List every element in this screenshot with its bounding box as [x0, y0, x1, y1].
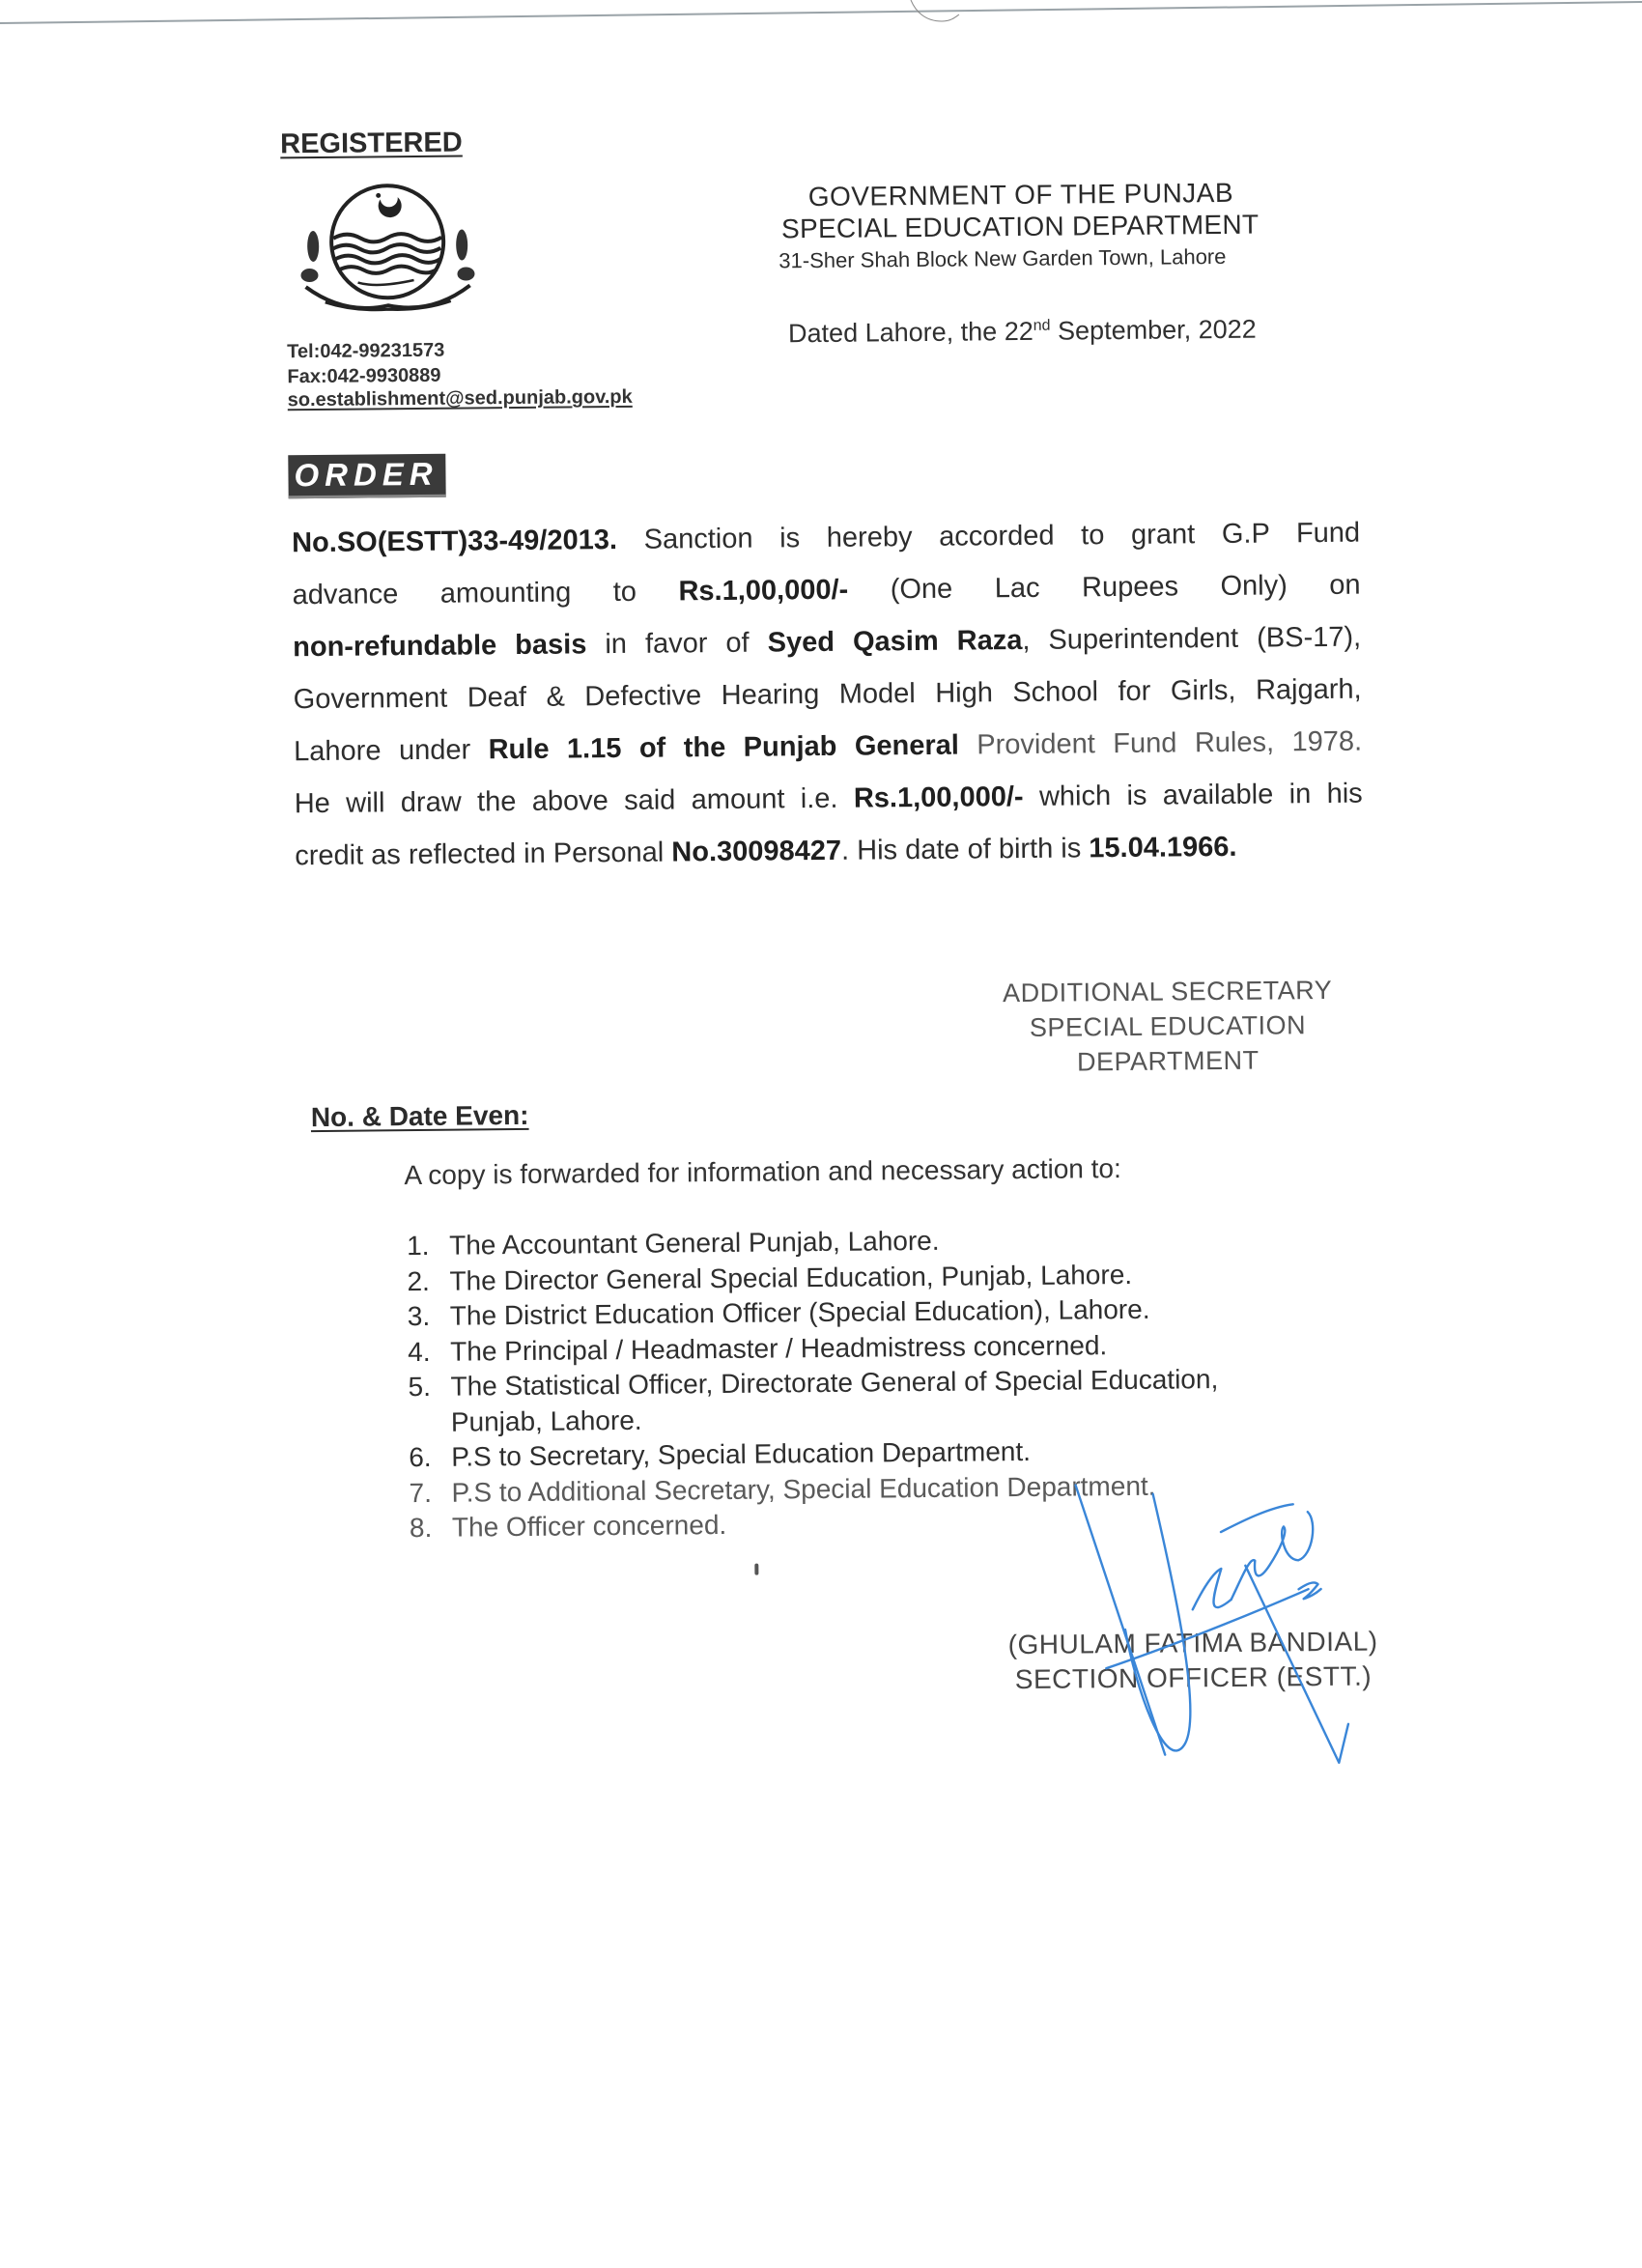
body-text: Lahore under: [294, 734, 489, 768]
item-text: The Officer concerned.: [451, 1509, 727, 1543]
signatory-title: ADDITIONAL SECRETARY: [1002, 975, 1333, 1008]
item-number: 1.: [406, 1230, 430, 1262]
punjab-seal-logo: [296, 177, 480, 324]
handwritten-signature: [1046, 1462, 1397, 1794]
no-date-even-heading: No. & Date Even:: [310, 1099, 529, 1133]
item-number: 5.: [408, 1371, 432, 1403]
body-text: advance amounting to: [292, 576, 679, 611]
item-text: P.S to Additional Secretary, Special Education Department.: [451, 1470, 1156, 1508]
body-text: in favor of: [586, 627, 768, 661]
item-number: 7.: [409, 1477, 433, 1508]
department-address: 31-Sher Shah Block New Garden Town, Lahore: [779, 243, 1227, 273]
employee-name: Syed Qasim Raza: [767, 624, 1023, 659]
copy-forward-intro: A copy is forwarded for information and necessary action to:: [404, 1153, 1121, 1191]
signatory-title: SPECIAL EDUCATION: [1029, 1010, 1307, 1042]
rule-reference: Rule 1.15 of the Punjab General: [488, 729, 960, 766]
item-text: Punjab, Lahore.: [450, 1404, 642, 1437]
amount: Rs.1,00,000/-: [853, 780, 1024, 814]
reference-number: No.SO(ESTT)33-49/2013.: [291, 524, 618, 559]
body-text: , Superintendent (BS-17),: [1022, 621, 1362, 656]
signatory-title: DEPARTMENT: [1076, 1045, 1260, 1077]
item-number: 6.: [409, 1441, 432, 1473]
email-link[interactable]: so.establishment@sed.punjab.gov.pk: [287, 385, 633, 411]
department-title: SPECIAL EDUCATION DEPARTMENT: [780, 209, 1260, 244]
order-body: [292, 507, 1364, 883]
item-number: 2.: [407, 1265, 430, 1296]
order-date: [788, 315, 1257, 350]
body-line: [295, 820, 1363, 883]
ink-mark: [754, 1564, 758, 1575]
body-text: Provident Fund Rules, 1978.: [958, 725, 1363, 761]
body-text: Government Deaf & Defective Hearing Model High School for Girls, Rajgarh,: [293, 673, 1362, 716]
body-text: credit as reflected in Personal: [295, 836, 672, 872]
date-of-birth: 15.04.1966.: [1089, 831, 1237, 865]
item-number: 8.: [409, 1512, 433, 1544]
item-text: The Director General Special Education, Punjab, Lahore.: [449, 1259, 1133, 1296]
date-ordinal: nd: [1033, 317, 1051, 334]
government-title: GOVERNMENT OF THE PUNJAB: [807, 177, 1234, 213]
item-text: The Accountant General Punjab, Lahore.: [448, 1225, 940, 1261]
registered-label: REGISTERED: [280, 127, 463, 160]
item-number: 4.: [408, 1336, 431, 1367]
item-text: The District Education Officer (Special Education), Lahore.: [449, 1293, 1150, 1331]
body-text: (One Lac Rupees Only) on: [848, 569, 1361, 606]
personal-number: No.30098427: [671, 835, 842, 868]
telephone: Tel:042-99231573: [287, 339, 445, 363]
item-text: The Statistical Officer, Directorate General of Special Education,: [450, 1364, 1219, 1402]
body-text: . His date of birth is: [840, 833, 1090, 866]
officer-name: (GHULAM FATIMA BANDIAL): [1007, 1626, 1378, 1660]
amount: Rs.1,00,000/-: [678, 574, 849, 608]
basis: non-refundable basis: [293, 629, 587, 664]
date-prefix: Dated Lahore, the 22: [787, 316, 1033, 349]
item-text: P.S to Secretary, Special Education Department.: [451, 1435, 1032, 1472]
officer-designation: SECTION OFFICER (ESTT.): [1014, 1660, 1373, 1695]
order-heading: ORDER: [288, 454, 446, 499]
body-text: which is available in his: [1023, 778, 1363, 812]
body-text: Sanction is hereby accorded to grant G.P Fund: [616, 517, 1361, 555]
additional-secretary-block: [964, 973, 1371, 1081]
item-text: The Principal / Headmaster / Headmistress concerned.: [450, 1329, 1108, 1367]
body-text: He will draw the above said amount i.e.: [294, 782, 855, 820]
date-suffix: September, 2022: [1050, 314, 1257, 346]
fax: Fax:042-9930889: [287, 364, 441, 388]
item-number: 3.: [407, 1300, 431, 1332]
